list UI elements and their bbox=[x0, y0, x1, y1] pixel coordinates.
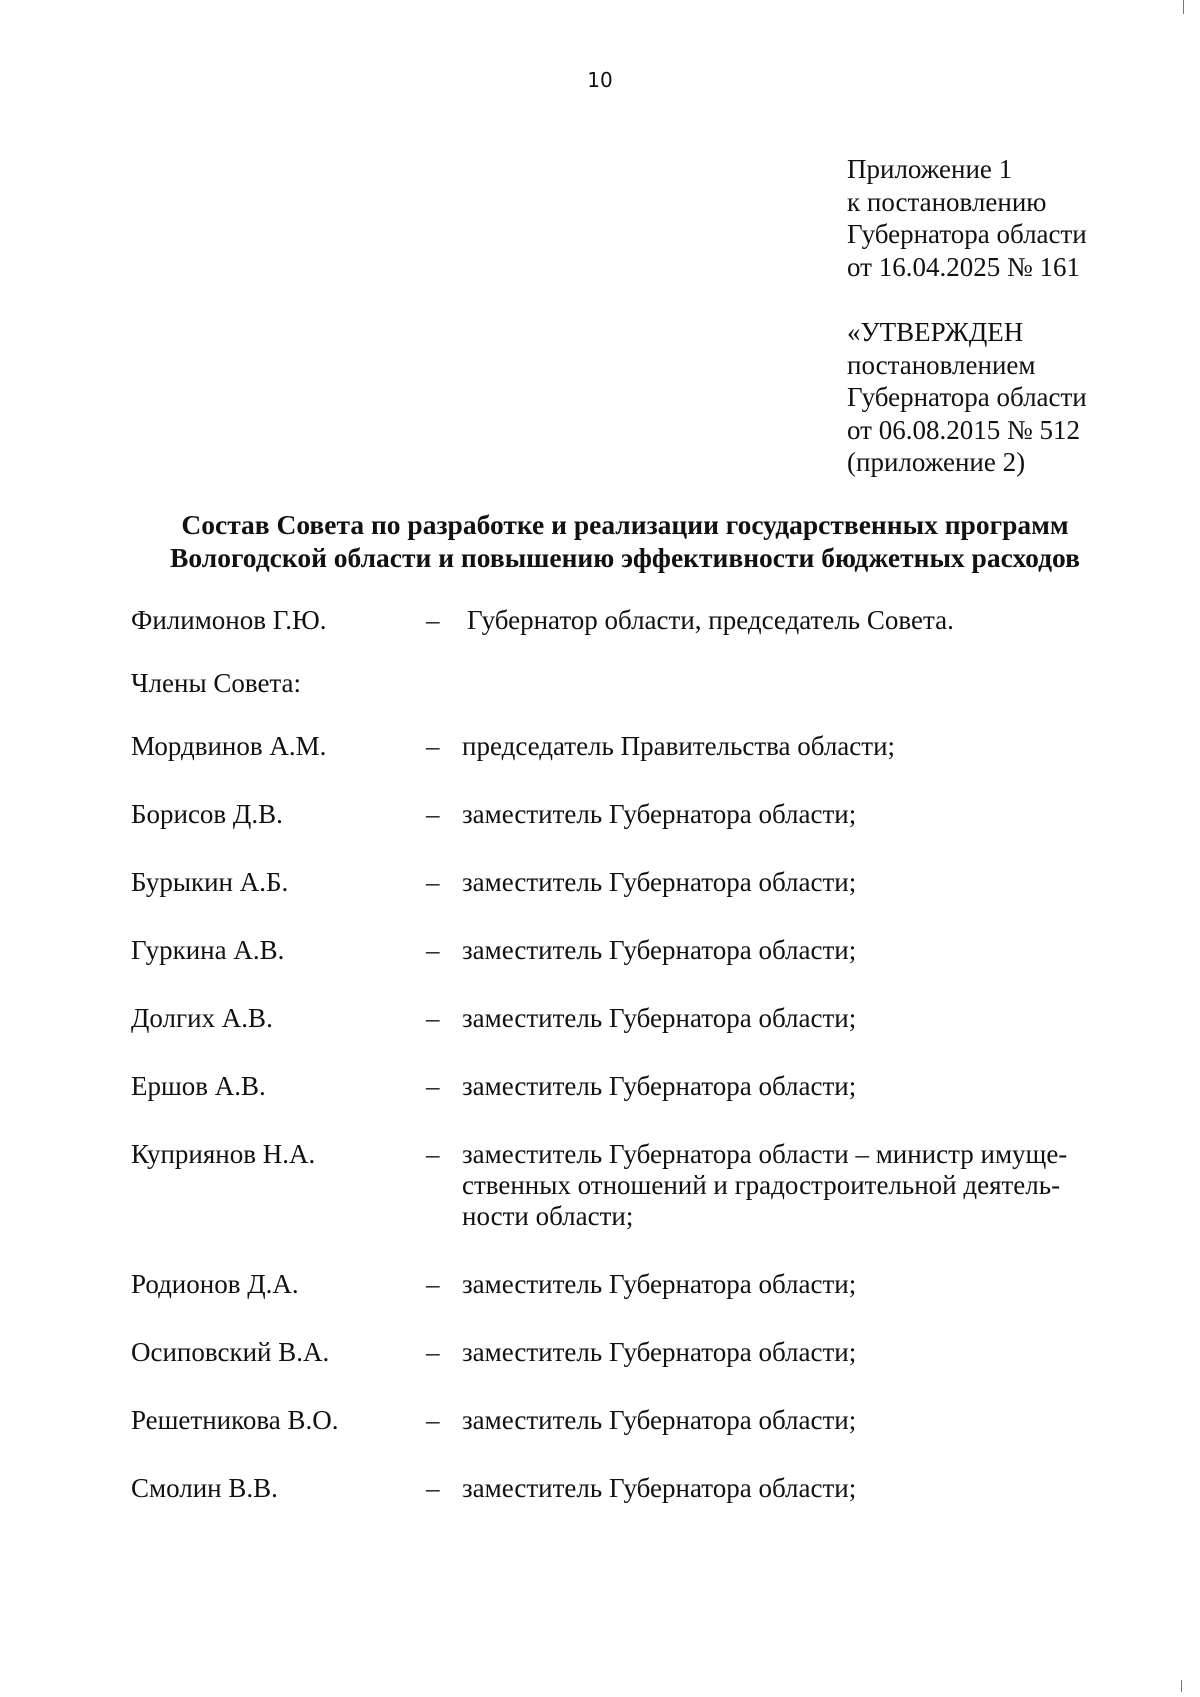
member-name: Бурыкин А.Б. bbox=[131, 867, 289, 897]
chairman-row bbox=[131, 605, 1111, 636]
approval-line: от 06.08.2015 № 512 bbox=[847, 414, 1080, 445]
document-title bbox=[0, 508, 1200, 574]
member-dash: – bbox=[426, 1473, 440, 1503]
member-row bbox=[131, 1473, 1111, 1504]
member-role: председатель Правительства области; bbox=[462, 731, 896, 761]
council-members-list bbox=[131, 605, 1111, 1504]
member-row bbox=[131, 1337, 1111, 1368]
scan-edge-mark bbox=[1181, 1680, 1182, 1692]
member-name: Родионов Д.А. bbox=[131, 1269, 299, 1299]
appendix-line: Губернатора области bbox=[847, 219, 1087, 249]
member-row bbox=[131, 1405, 1111, 1436]
approval-line: Губернатора области bbox=[847, 382, 1087, 412]
member-row bbox=[131, 799, 1111, 830]
member-row bbox=[131, 1071, 1111, 1102]
member-role: заместитель Губернатора области; bbox=[462, 867, 857, 897]
member-row bbox=[131, 1269, 1111, 1300]
approval-line: «УТВЕРЖДЕН bbox=[847, 317, 1024, 347]
member-row bbox=[131, 731, 1111, 762]
appendix-line: к постановлению bbox=[847, 186, 1047, 217]
member-row bbox=[131, 1139, 1111, 1232]
member-name: Ершов А.В. bbox=[131, 1071, 266, 1101]
member-dash: – bbox=[426, 1003, 440, 1033]
member-dash: – bbox=[426, 1071, 440, 1101]
title-line: Состав Совета по разработке и реализации государственных программ bbox=[181, 509, 1069, 540]
member-dash: – bbox=[426, 799, 440, 829]
member-dash: – bbox=[426, 1139, 440, 1169]
approval-line: (приложение 2) bbox=[847, 447, 1026, 477]
member-name: Осиповский В.А. bbox=[131, 1337, 330, 1367]
member-row bbox=[131, 935, 1111, 966]
member-role: заместитель Губернатора области; bbox=[462, 1003, 857, 1033]
approval-stamp bbox=[847, 316, 1087, 479]
appendix-line: Приложение 1 bbox=[847, 154, 1013, 184]
approval-line: постановлением bbox=[847, 349, 1036, 380]
members-label: Члены Совета: bbox=[131, 668, 302, 698]
member-name: Мордвинов А.М. bbox=[131, 731, 327, 761]
member-name: Решетникова В.О. bbox=[131, 1405, 339, 1435]
member-role: заместитель Губернатора области; bbox=[462, 1269, 857, 1299]
member-row bbox=[131, 1003, 1111, 1034]
member-role: заместитель Губернатора области; bbox=[462, 1473, 857, 1503]
member-dash: – bbox=[426, 935, 440, 965]
member-dash: – bbox=[426, 1269, 440, 1299]
member-role: заместитель Губернатора области; bbox=[462, 1071, 857, 1101]
member-role: заместитель Губернатора области; bbox=[462, 799, 857, 829]
appendix-line: от 16.04.2025 № 161 bbox=[847, 251, 1080, 282]
member-row bbox=[131, 867, 1111, 898]
member-dash: – bbox=[426, 731, 440, 761]
member-role: Губернатор области, председатель Совета. bbox=[467, 605, 954, 635]
member-dash: – bbox=[426, 1337, 440, 1367]
title-line: Вологодской области и повышению эффективности бюджетных расходов bbox=[170, 542, 1080, 573]
page-number: 10 bbox=[587, 68, 613, 92]
member-role: заместитель Губернатора области; bbox=[462, 1405, 857, 1435]
member-role: заместитель Губернатора области; bbox=[462, 1337, 857, 1367]
scan-edge-mark bbox=[1183, 0, 1184, 14]
member-name: Борисов Д.В. bbox=[131, 799, 283, 829]
member-dash: – bbox=[426, 1405, 440, 1435]
member-name: Смолин В.В. bbox=[131, 1473, 278, 1503]
member-name: Долгих А.В. bbox=[131, 1003, 273, 1033]
member-role: заместитель Губернатора области; bbox=[462, 935, 857, 965]
member-dash: – bbox=[426, 605, 440, 635]
member-dash: – bbox=[426, 867, 440, 897]
appendix-reference bbox=[847, 153, 1087, 283]
member-name: Филимонов Г.Ю. bbox=[131, 605, 327, 635]
member-name: Гуркина А.В. bbox=[131, 935, 285, 965]
member-role: заместитель Губернатора области – министр имуще-ственных отношений и градостроительной деятель-ности области; bbox=[462, 1139, 1068, 1231]
member-name: Куприянов Н.А. bbox=[131, 1139, 316, 1169]
